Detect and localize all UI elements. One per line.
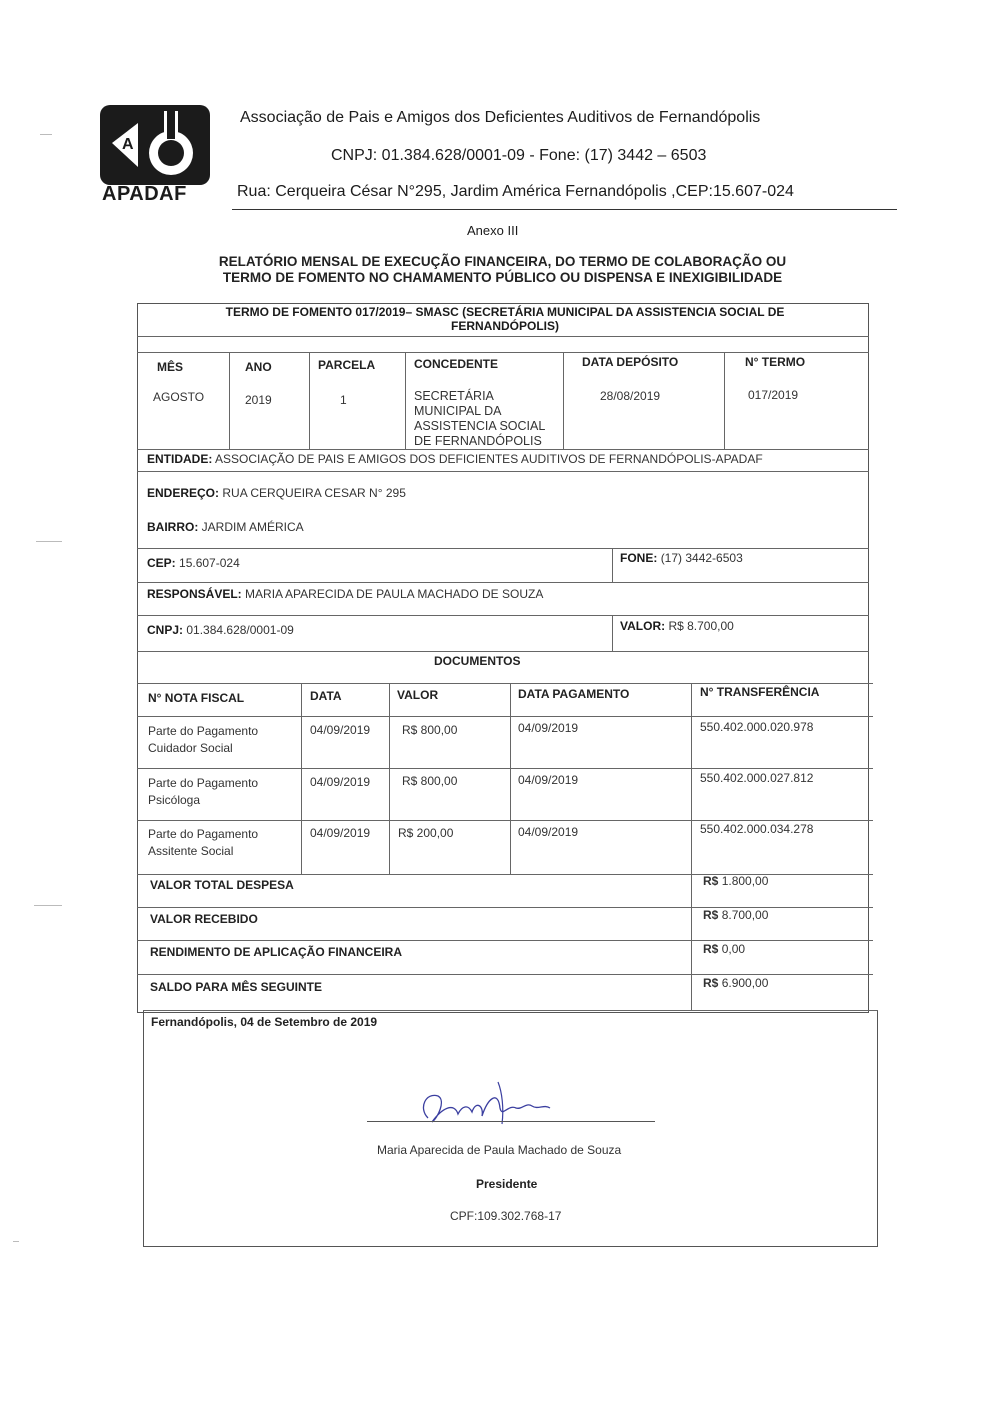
divider <box>137 471 869 472</box>
divider <box>405 352 406 450</box>
nota-line: Assitente Social <box>148 844 234 858</box>
scan-mark <box>34 905 62 906</box>
divider <box>137 352 869 353</box>
cep-value: 15.607-024 <box>179 556 240 570</box>
doc-row-1-nota <box>148 723 258 757</box>
valor-value: R$ 8.700,00 <box>668 619 734 633</box>
cnpj-value: 01.384.628/0001-09 <box>186 623 294 637</box>
divider <box>137 582 869 583</box>
place-date: Fernandópolis, 04 de Setembro de 2019 <box>151 1015 378 1029</box>
responsavel-label: RESPONSÁVEL: <box>147 587 242 601</box>
divider <box>137 449 869 450</box>
term-header-line2: FERNANDÓPOLIS) <box>451 319 559 333</box>
divider <box>143 1010 878 1011</box>
endereco-label: ENDEREÇO: <box>147 486 220 500</box>
currency-symbol: R$ <box>703 942 719 956</box>
entidade-row <box>147 452 763 466</box>
divider <box>137 768 873 769</box>
amount: 0,00 <box>721 942 746 956</box>
cnpj-row <box>147 623 294 637</box>
amount: 8.700,00 <box>721 908 769 922</box>
currency-symbol: R$ <box>703 908 719 922</box>
divider <box>229 352 230 450</box>
doc-row-1-valor: R$ 800,00 <box>402 723 458 737</box>
doc-row-2-data: 04/09/2019 <box>310 775 371 789</box>
signature <box>398 1078 568 1135</box>
value-data-deposito: 28/08/2019 <box>600 389 661 403</box>
endereco-row <box>147 486 406 500</box>
doc-row-3-data: 04/09/2019 <box>310 826 371 840</box>
valor-row <box>620 619 734 633</box>
total-despesa-value <box>703 874 768 888</box>
nota-line: Parte do Pagamento <box>148 776 259 790</box>
divider <box>137 716 873 717</box>
org-cnpj-phone: CNPJ: 01.384.628/0001-09 - Fone: (17) 3442 – 6503 <box>331 147 707 164</box>
scan-mark <box>13 1241 19 1242</box>
annex-label: Anexo III <box>467 223 519 238</box>
concedente-line: ASSISTENCIA SOCIAL <box>414 419 546 433</box>
doc-row-3-nota <box>148 826 258 860</box>
bairro-row <box>147 520 304 534</box>
signer-name: Maria Aparecida de Paula Machado de Souza <box>377 1143 622 1157</box>
divider <box>137 548 869 549</box>
divider <box>612 615 613 651</box>
nota-line: Cuidador Social <box>148 741 233 755</box>
divider <box>301 683 302 875</box>
responsavel-row <box>147 587 543 601</box>
divider <box>389 683 390 875</box>
concedente-line: SECRETÁRIA <box>414 389 494 403</box>
divider <box>724 352 725 450</box>
nota-line: Parte do Pagamento <box>148 724 259 738</box>
divider <box>510 683 511 875</box>
doc-header-transferencia: N° TRANSFERÊNCIA <box>700 685 820 699</box>
nota-line: Psicóloga <box>148 793 201 807</box>
entidade-value: ASSOCIAÇÃO DE PAIS E AMIGOS DOS DEFICIENTES AUDITIVOS DE FERNANDÓPOLIS-APADAF <box>215 452 763 466</box>
doc-row-1-transferencia: 550.402.000.020.978 <box>700 720 814 734</box>
concedente-line: MUNICIPAL DA <box>414 404 502 418</box>
divider <box>137 940 873 941</box>
header-divider <box>232 209 897 210</box>
header-parcela: PARCELA <box>318 358 376 372</box>
report-title-line1: RELATÓRIO MENSAL DE EXECUÇÃO FINANCEIRA, DO TERMO DE COLABORAÇÃO OU <box>218 254 787 269</box>
divider <box>309 352 310 450</box>
doc-row-2-nota <box>148 775 258 809</box>
doc-header-valor: VALOR <box>397 688 439 702</box>
signature-line <box>367 1121 655 1122</box>
doc-header-data-pagamento: DATA PAGAMENTO <box>518 687 630 701</box>
saldo-value <box>703 976 768 990</box>
term-header-line1: TERMO DE FOMENTO 017/2019– SMASC (SECRETÁRIA MUNICIPAL DA ASSISTENCIA SOCIAL DE <box>225 305 785 319</box>
value-parcela: 1 <box>340 393 347 407</box>
endereco-value: RUA CERQUEIRA CESAR N° 295 <box>222 486 406 500</box>
valor-recebido-label: VALOR RECEBIDO <box>150 912 258 926</box>
doc-row-2-transferencia: 550.402.000.027.812 <box>700 771 814 785</box>
divider <box>563 352 564 450</box>
saldo-label: SALDO PARA MÊS SEGUINTE <box>150 980 323 994</box>
divider <box>137 820 873 821</box>
responsavel-value: MARIA APARECIDA DE PAULA MACHADO DE SOUZA <box>245 587 544 601</box>
doc-row-2-valor: R$ 800,00 <box>402 774 458 788</box>
divider <box>137 615 869 616</box>
divider <box>137 974 873 975</box>
rendimento-label: RENDIMENTO DE APLICAÇÃO FINANCEIRA <box>150 945 403 959</box>
doc-row-2-data-pagamento: 04/09/2019 <box>518 773 579 787</box>
nota-line: Parte do Pagamento <box>148 827 259 841</box>
divider <box>137 651 869 652</box>
valor-recebido-value <box>703 908 768 922</box>
header-concedente: CONCEDENTE <box>414 357 499 371</box>
value-concedente <box>414 389 545 449</box>
header-data-deposito: DATA DEPÓSITO <box>582 355 679 369</box>
fone-value: (17) 3442-6503 <box>660 551 743 565</box>
doc-row-3-valor: R$ 200,00 <box>398 826 454 840</box>
divider <box>612 548 613 582</box>
value-mes: AGOSTO <box>153 390 205 404</box>
bairro-label: BAIRRO: <box>147 520 199 534</box>
documents-title: DOCUMENTOS <box>434 654 521 668</box>
total-despesa-label: VALOR TOTAL DESPESA <box>150 878 294 892</box>
org-name: Associação de Pais e Amigos dos Deficientes Auditivos de Fernandópolis <box>240 109 761 126</box>
fone-label: FONE: <box>620 551 658 565</box>
doc-row-3-transferencia: 550.402.000.034.278 <box>700 822 814 836</box>
value-n-termo: 017/2019 <box>748 388 799 402</box>
doc-header-data: DATA <box>310 689 342 703</box>
fone-row <box>620 551 743 565</box>
doc-row-3-data-pagamento: 04/09/2019 <box>518 825 579 839</box>
svg-text:A: A <box>122 136 134 153</box>
divider <box>691 683 692 1011</box>
concedente-line: DE FERNANDÓPOLIS <box>414 434 542 448</box>
report-title-line2: TERMO DE FOMENTO NO CHAMAMENTO PÚBLICO OU DISPENSA E INEXIGIBILIDADE <box>222 270 783 285</box>
signer-cpf: CPF:109.302.768-17 <box>450 1209 562 1223</box>
currency-symbol: R$ <box>703 874 719 888</box>
cep-label: CEP: <box>147 556 176 570</box>
cep-row <box>147 556 240 570</box>
rendimento-value <box>703 942 745 956</box>
scan-mark <box>40 134 52 135</box>
header-mes: MÊS <box>157 360 184 374</box>
logo-text: APADAF <box>102 183 187 205</box>
apadaf-logo <box>98 103 214 207</box>
header-ano: ANO <box>245 360 272 374</box>
entidade-label: ENTIDADE: <box>147 452 213 466</box>
currency-symbol: R$ <box>703 976 719 990</box>
amount: 1.800,00 <box>721 874 769 888</box>
value-ano: 2019 <box>245 393 272 407</box>
cnpj-label: CNPJ: <box>147 623 184 637</box>
bairro-value: JARDIM AMÉRICA <box>201 520 304 534</box>
divider <box>137 336 869 337</box>
signer-role: Presidente <box>476 1177 538 1191</box>
header-n-termo: N° TERMO <box>745 355 806 369</box>
doc-row-1-data-pagamento: 04/09/2019 <box>518 721 579 735</box>
divider <box>137 683 873 684</box>
doc-header-nota: N° NOTA FISCAL <box>148 691 245 705</box>
doc-row-1-data: 04/09/2019 <box>310 723 371 737</box>
scan-mark <box>36 541 62 542</box>
amount: 6.900,00 <box>721 976 769 990</box>
valor-label: VALOR: <box>620 619 666 633</box>
org-address: Rua: Cerqueira César N°295, Jardim América Fernandópolis ,CEP:15.607-024 <box>237 183 794 200</box>
